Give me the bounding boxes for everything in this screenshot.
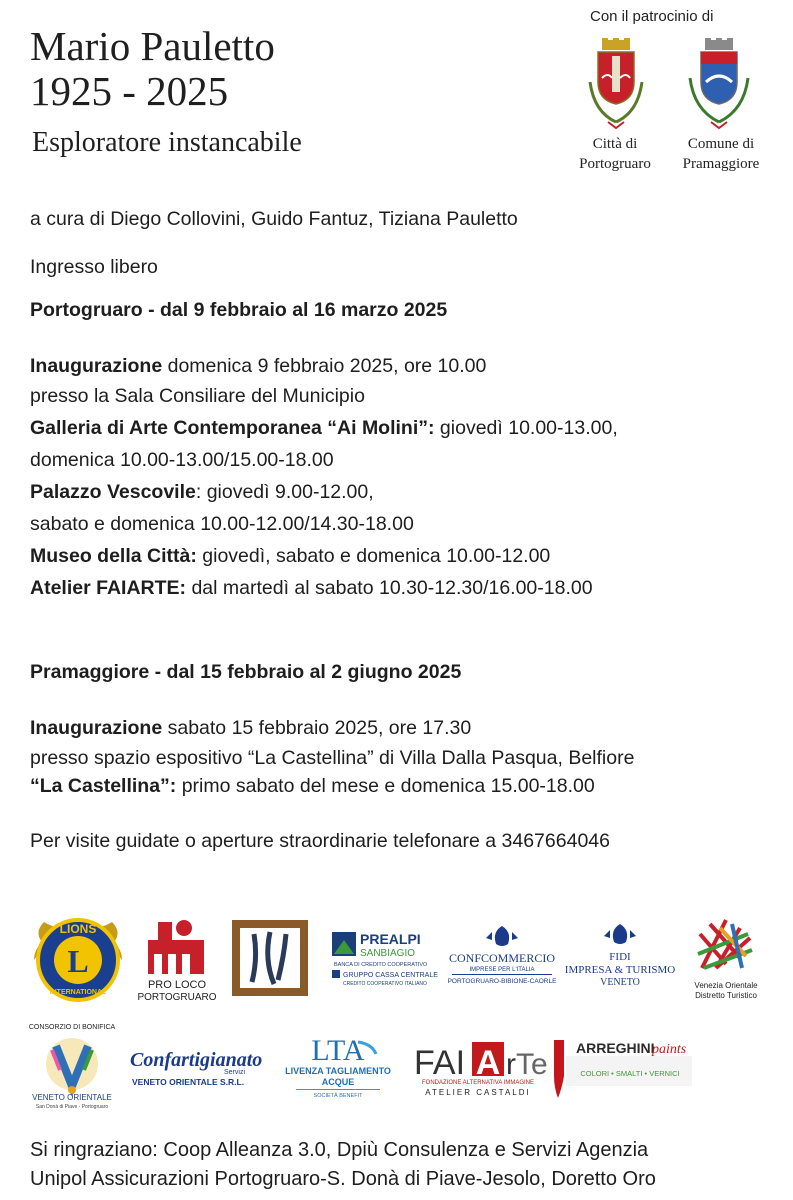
acknowledgements-line2: Unipol Assicurazioni Portogruaro-S. Donà di Piave-Jesolo, Doretto Oro [30,1168,656,1190]
portogruaro-patron-label: Città di Portogruaro [579,136,651,172]
venue-atelier: Atelier FAIARTE: dal martedì al sabato 10.30-12.30/16.00-18.00 [30,577,593,599]
prealpi-line4: GRUPPO CASSA CENTRALE [343,972,438,979]
fidi-line3: VENETO [600,977,640,988]
pramaggiore-heading: Pramaggiore - dal 15 febbraio al 2 giugno 2025 [30,661,462,683]
portogruaro-opening-place: presso la Sala Consiliare del Municipio [30,385,365,407]
faiarte-line3: ATELIER CASTALDI [425,1088,531,1097]
arreghini-logo [552,1036,696,1102]
venue-palazzo: Palazzo Vescovile: giovedì 9.00-12.00, [30,481,374,503]
fidi-line1: FIDI [609,951,631,963]
pramaggiore-opening-place: presso spazio espositivo “La Castellina” di Villa Dalla Pasqua, Belfiore [30,747,635,769]
lta-line1: LTA [311,1034,365,1067]
prealpi-line3: BANCA DI CREDITO COOPERATIVO [334,962,428,968]
confartigianato-logo [128,1044,264,1088]
venue-museo: Museo della Città: giovedì, sabato e domenica 10.00-12.00 [30,545,551,567]
exhibition-title [30,24,275,114]
proloco-line1: PRO LOCO [147,979,207,991]
lions-top-text: LIONS [59,922,97,936]
acknowledgements-line1: Si ringraziano: Coop Alleanza 3.0, Dpiù Consulenza e Servizi Agenzia [30,1139,649,1161]
patronage-label: Con il patrocinio di [590,8,714,25]
fidi-logo [566,920,674,990]
arreghini-name: ARREGHINI [576,1040,655,1056]
guided-tours-line: Per visite guidate o aperture straordinarie telefonare a 3467664046 [30,830,610,852]
brown-square-logo [230,918,310,998]
lions-logo [30,914,126,1006]
venue-castellina: “La Castellina”: primo sabato del mese e domenica 15.00-18.00 [30,775,595,797]
confartigianato-line1: Confartigianato [130,1049,263,1071]
venue-palazzo-hours: sabato e domenica 10.00-12.00/14.30-18.00 [30,513,414,535]
pramaggiore-patron-label: Comune di Pramaggiore [682,136,760,172]
acknowledgements [30,1136,656,1194]
faiarte-line2: FONDAZIONE ALTERNATIVA IMMAGINE [421,1080,535,1086]
faiarte-te: Te [516,1048,548,1081]
venue-galleria: Galleria di Arte Contemporanea “Ai Molini”: giovedì 10.00-13.00, [30,417,618,439]
venue-galleria-hours: domenica 10.00-13.00/15.00-18.00 [30,449,334,471]
prealpi-line1: PREALPI [360,931,421,947]
lions-bottom-text: INTERNATIONAL [49,989,107,996]
prealpi-logo [330,930,438,990]
portogruaro-opening: Inaugurazione domenica 9 febbraio 2025, ore 10.00 [30,355,487,377]
pramaggiore-crest-icon [684,38,754,130]
proloco-logo [137,914,217,1004]
confcommercio-line2: IMPRESE PER L'ITALIA [469,967,535,973]
consorzio-line1: CONSORZIO DI BONIFICA [28,1024,116,1031]
curators-line: a cura di Diego Collovini, Guido Fantuz, Tiziana Pauletto [30,208,518,230]
venezia-line1: Venezia Orientale [694,981,758,990]
fidi-line2: IMPRESA & TURISMO [564,964,676,976]
faiarte-a: A [475,1044,501,1082]
confartigianato-line2: Servizi [224,1069,246,1076]
proloco-line2: PORTOGRUARO [137,992,217,1003]
confcommercio-line3: PORTOGRUARO-BIBIONE-CAORLE [447,978,557,985]
title-years: 1925 - 2025 [30,68,229,114]
venezia-orientale-logo [690,914,762,1006]
exhibition-subtitle: Esploratore instancabile [32,127,302,158]
pramaggiore-opening: Inaugurazione sabato 15 febbraio 2025, ore 17.30 [30,717,472,739]
faiarte-fai: FAI [414,1044,466,1082]
consorzio-line2: VENETO ORIENTALE [32,1093,112,1102]
confcommercio-line1: CONFCOMMERCIO [448,951,556,965]
prealpi-line2: SANBIAGIO [360,948,416,959]
admission-line: Ingresso libero [30,256,158,278]
title-name: Mario Pauletto [30,23,275,69]
arreghini-line2: COLORI • SMALTI • VERNICI [580,1069,680,1078]
lta-line2: LIVENZA TAGLIAMENTO [285,1066,391,1076]
confartigianato-line3: VENETO ORIENTALE S.R.L. [132,1077,245,1087]
lta-line4: SOCIETÀ BENEFIT [313,1093,363,1099]
prealpi-line5: CREDITO COOPERATIVO ITALIANO [343,981,427,987]
venezia-line2: Distretto Turistico [695,991,757,1000]
lta-line3: ACQUE [321,1077,355,1087]
lions-letter: L [67,943,89,979]
faiarte-r: r [506,1048,516,1081]
consorzio-line3: San Donà di Piave - Portogruaro [35,1104,109,1110]
confcommercio-logo [448,922,556,988]
consorzio-logo [30,1020,114,1110]
lta-logo [276,1032,400,1102]
faiarte-logo [412,1034,548,1098]
portogruaro-crest-icon [586,38,646,130]
arreghini-paints: paints [652,1042,687,1057]
portogruaro-heading: Portogruaro - dal 9 febbraio al 16 marzo 2025 [30,299,448,321]
